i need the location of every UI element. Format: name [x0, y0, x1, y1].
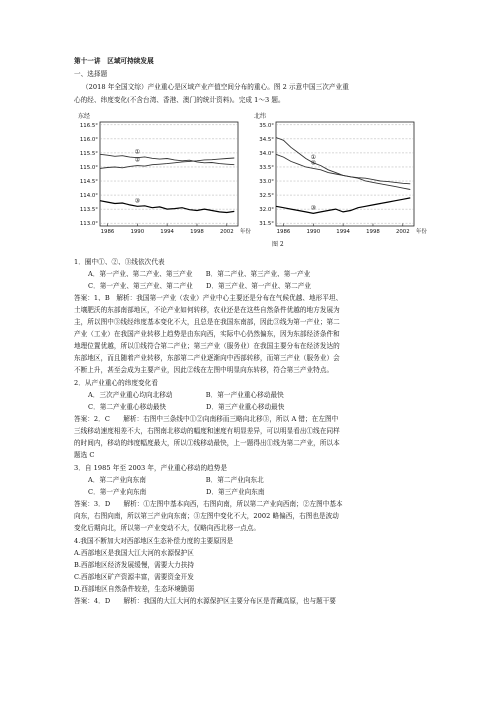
figure-caption: 图 2 [272, 241, 284, 248]
y-tick-label: 32.0° [259, 207, 274, 214]
x-tick-label: 1994 [336, 229, 350, 235]
x-tick-label: 2002 [219, 229, 234, 235]
q2-options-ab: A．三次产业重心均向北移动 B．第一产业重心移动最快 [88, 391, 284, 399]
y-tick-label: 31.5° [259, 221, 274, 228]
figure-2-charts [74, 110, 427, 250]
answer-2-line-4: 题选 C [74, 451, 95, 459]
y-tick-label: 34.0° [259, 150, 274, 157]
answer-3-line-1: 答案：3．D 解析：①左图中基本向西，右图向南，所以第二产业向西南；②左图中基本 [74, 500, 343, 508]
series-label-1: ① [134, 148, 140, 156]
y-tick-label: 113.5° [79, 207, 98, 214]
longitude-chart [78, 112, 251, 235]
q1-options-cd: C．第一产业、第三产业、第二产业 D．第三产业、第一产业、第二产业 [88, 282, 312, 290]
q1-options-ab: A．第一产业、第二产业、第三产业 B．第二产业、第三产业、第一产业 [88, 270, 311, 278]
y-tick-label: 116.5° [79, 122, 98, 129]
y-tick-label: 115.5° [79, 150, 98, 157]
q4-option-d: D.西部地区自然条件较差，生态环境脆弱 [74, 585, 195, 593]
q2-options-cd: C．第二产业重心移动最快 D．第三产业重心移动最快 [88, 403, 285, 411]
x-tick-label: 1998 [366, 229, 380, 235]
x-unit-label: 年份 [240, 229, 251, 235]
answer-1-line-5: 地理位置优越，所以①线符合第二产业；第三产业（服务业）在我国主要分布在经济发达的 [74, 342, 340, 350]
x-tick-label: 1986 [100, 229, 115, 235]
section-heading: 一、选择题 [74, 70, 108, 78]
y-unit-label: 东经 [78, 113, 91, 120]
question-2: 2．从产业重心的纬度变化看 [74, 379, 158, 387]
x-unit-label: 年份 [416, 229, 427, 235]
x-tick-label: 1990 [306, 229, 321, 235]
answer-2-line-2: 三线移动速度相差不大，右图南北移动的幅度和速度有明显差异，可以明显看出①线在同样 [74, 427, 340, 435]
latitude-chart [254, 112, 427, 235]
y-tick-label: 34.5° [259, 136, 274, 143]
answer-2-line-3: 的时间内，移动的纬度幅度最大，所以①线移动最快，上一题得出①线为第二产业，所以本 [74, 439, 340, 447]
lecture-title: 第十一讲 区域可持续发展 [74, 57, 154, 65]
intro-line-2: 心的经、纬度变化(不含台湾、香港、澳门的统计资料)。完成 1～3 题。 [74, 96, 285, 104]
series-label-2: ② [134, 156, 140, 164]
answer-1-line-4: 产业（工业）在我国产业转移上趋势是由东向西，实际中心仍然偏东，因为东部经济条件和 [74, 330, 340, 338]
series-line-2 [276, 154, 410, 184]
y-tick-label: 35.0° [259, 122, 274, 129]
q4-option-b: B.西部地区经济发展缓慢，需要大力扶持 [74, 561, 194, 569]
series-line-3 [276, 198, 410, 214]
y-tick-label: 113.0° [79, 221, 98, 228]
q3-options-cd: C．第一产业向东南 D．第三产业向东南 [88, 488, 265, 496]
plot-frame [100, 122, 238, 226]
q4-option-a: A.西部地区是我国大江大河的水源保护区 [74, 549, 194, 557]
answer-1-line-6: 东部地区，而且随着产业转移，东部第二产业逐渐向中西部转移，而第三产业（服务业）会 [74, 354, 340, 362]
y-unit-label: 北纬 [254, 113, 267, 120]
y-tick-label: 114.0° [79, 193, 98, 200]
answer-1-line-2: 土壤肥沃的东部南部地区，不论产业如何转移，农业还是在这些自然条件优越的地方发展为 [74, 306, 340, 314]
y-tick-label: 33.0° [259, 179, 274, 186]
series-label-1: ① [310, 153, 316, 161]
answer-3-line-3: 变化后期向北，所以第一产业变动不大，仅略向西北移一点点。 [74, 524, 261, 532]
question-1: 1．圈中①、②、③线依次代表 [74, 258, 165, 266]
y-tick-label: 115.0° [79, 164, 98, 171]
question-4: 4.我国不断加大对西部地区生态补偿力度的主要原因是 [74, 537, 234, 545]
x-tick-label: 1986 [276, 229, 291, 235]
q4-option-c: C.西部地区矿产资源丰富，需要资金开发 [74, 573, 194, 581]
answer-3-line-2: 向东，右图向南，所以第三产业向东南；③左图中变化不大，2002 略偏西，右图也是波动 [74, 512, 339, 520]
answer-1-line-7: 不断上升，甚至会成为主要产业，因此②线在左图中明显向东转移，符合第三产业特点。 [74, 366, 334, 374]
series-label-3: ③ [134, 197, 140, 205]
answer-2-line-1: 答案：2．C 解析：右图中三条线中①②向南移而三略向北移③，所以 A 错；在左图中 [74, 415, 339, 423]
x-tick-label: 1990 [130, 229, 145, 235]
y-tick-label: 33.5° [259, 164, 274, 171]
intro-line-1: （2018 年全国文综）产业重心是区域产业产值空间分布的重心。图 2 示意中国三次产业重 [82, 83, 349, 91]
series-label-2: ② [310, 159, 316, 167]
q3-options-ab: A．第二产业向东南 B．第二产业向东北 [88, 476, 264, 484]
x-tick-label: 1994 [160, 229, 174, 235]
question-3: 3．自 1985 年至 2003 年，产业重心移动的趋势是 [74, 464, 228, 472]
x-tick-label: 1998 [190, 229, 204, 235]
series-line-3 [100, 201, 234, 213]
y-tick-label: 32.5° [259, 193, 274, 200]
y-tick-label: 114.5° [79, 179, 98, 186]
answer-1-line-3: 主，所以图中③线经纬度基本变化不大，且总是在我国东南部，因此③线为第一产业；第二 [74, 318, 340, 326]
y-tick-label: 116.0° [79, 136, 98, 143]
x-tick-label: 2002 [395, 229, 410, 235]
answer-4-line-1: 答案：4．D 解析：我国的大江大河的水源保护区主要分布区是青藏高原，也与题干要 [74, 597, 337, 605]
answer-1-line-1: 答案：1、B 解析：我国第一产业（农业）产业中心主要还是分布在气候优越、地形平坦、 [74, 294, 343, 302]
series-label-3: ③ [310, 204, 316, 212]
